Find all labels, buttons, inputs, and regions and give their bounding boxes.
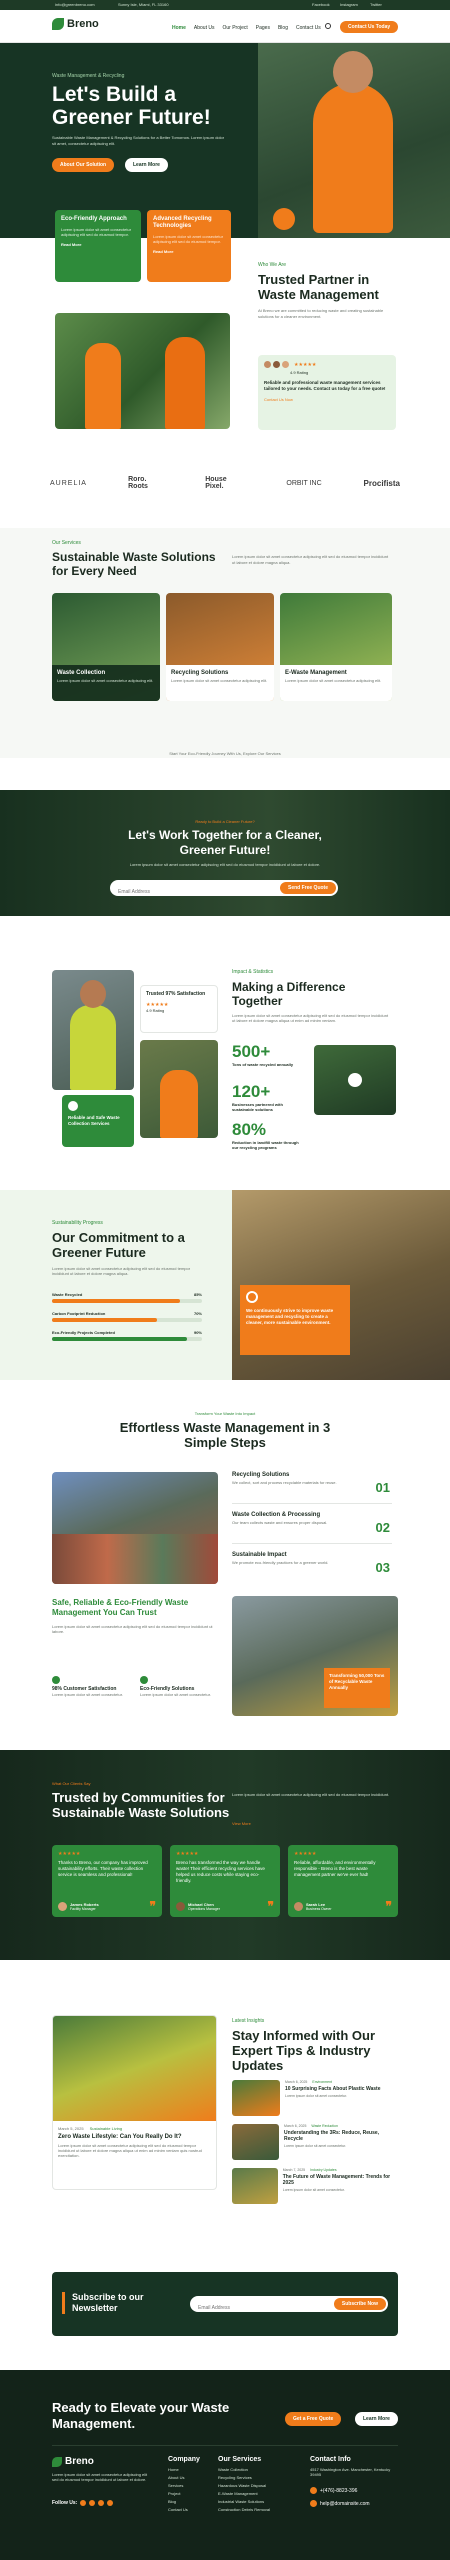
testimonial-name: Sarah Lee — [306, 1902, 326, 1907]
recycle-icon — [246, 1291, 258, 1303]
facebook-icon[interactable] — [80, 2500, 86, 2506]
nav-contact[interactable]: Contact Us — [295, 25, 321, 31]
blog-date: March 6, 2025 — [284, 2124, 307, 2128]
step-title: Waste Collection & Processing — [232, 1512, 321, 1518]
header-cta-button[interactable]: Contact Us Today — [340, 21, 398, 33]
check-title: 98% Customer Satisfaction — [52, 1686, 117, 1692]
stat-item — [232, 1082, 302, 1112]
logo-roro: Roro. Roots — [128, 476, 148, 490]
star-rating: ★★★★★ — [294, 361, 317, 368]
blog-post-desc: Lorem ipsum dolor sit amet consectetur. — [285, 2094, 348, 2098]
partner-photo — [55, 313, 230, 429]
stat-value: 80% — [232, 1120, 267, 1139]
progress-fill — [52, 1299, 180, 1303]
diff-badge — [140, 985, 218, 1033]
footer-link[interactable]: About Us — [168, 2475, 185, 2480]
footer-contact-heading: Contact Info — [310, 2456, 351, 2463]
topbar — [0, 0, 450, 10]
topbar-email[interactable]: info@greenbreno.com — [55, 2, 95, 7]
diff-video-thumb[interactable] — [314, 1045, 396, 1115]
blog-post[interactable] — [232, 2124, 397, 2160]
blog-date: March 5, 2025 — [58, 2126, 84, 2131]
step-title: Recycling Solutions — [232, 1472, 290, 1478]
feature-desc: Lorem ipsum dolor sit amet consectetur adipiscing elit sed do eiusmod tempor. — [61, 227, 132, 237]
blog-featured-desc: Lorem ipsum dolor sit amet consectetur adipiscing elit sed do eiusmod tempor incididunt ut labore et dolore magna aliqua ut enim ad minim veniam quis nostrud exercitation. — [58, 2143, 202, 2158]
footer-link[interactable]: E-Waste Management — [218, 2491, 258, 2496]
step-number: 01 — [375, 1480, 390, 1495]
quote-icon: ❞ — [267, 1899, 274, 1913]
footer-quote-button[interactable]: Get a Free Quote — [285, 2412, 341, 2426]
check-icon — [140, 1676, 148, 1684]
blog-post-title: 10 Surprising Facts About Plastic Waste — [285, 2086, 381, 2092]
footer-company-heading: Company — [168, 2456, 200, 2463]
steps-photo — [52, 1472, 218, 1584]
diff-photo-small — [140, 1040, 218, 1138]
footer-cta-title: Ready to Elevate your Waste Management. — [52, 2400, 230, 2431]
logo-aurelia: AURELIA — [50, 479, 87, 487]
service-card[interactable] — [166, 593, 274, 701]
phone-icon — [310, 2487, 317, 2494]
service-desc: Lorem ipsum dolor sit amet consectetur adipiscing elit. — [57, 678, 154, 683]
search-icon[interactable] — [325, 23, 331, 29]
instagram-icon[interactable] — [89, 2500, 95, 2506]
newsletter-title: Subscribe to our Newsletter — [72, 2292, 144, 2313]
step-title: Sustainable Impact — [232, 1552, 287, 1558]
steps-sub-desc: Lorem ipsum dolor sit amet consectetur adipiscing elit sed do eiusmod tempor incididunt ut labore. — [52, 1624, 213, 1634]
blog-title: Stay Informed with Our Expert Tips & Industry Updates — [232, 2028, 376, 2073]
quote-form — [110, 880, 338, 896]
step-number: 02 — [375, 1520, 390, 1535]
footer-link[interactable]: Hazardous Waste Disposal — [218, 2483, 267, 2488]
testimonials-section — [0, 1750, 450, 1960]
footer-link[interactable]: Contact Us — [168, 2507, 188, 2512]
step-desc: We promote eco-friendly practices for a greener world. — [232, 1560, 329, 1565]
quote-submit-button[interactable]: Send Free Quote — [280, 882, 336, 894]
commitment-overlay — [240, 1285, 350, 1355]
newsletter-submit-button[interactable]: Subscribe Now — [334, 2298, 386, 2310]
blog-thumb — [232, 2080, 280, 2116]
nav-pages[interactable]: Pages — [255, 25, 270, 31]
blog-post-title: The Future of Waste Management: Trends for 2025 — [282, 2174, 391, 2186]
testimonials-link[interactable]: View More — [232, 1821, 251, 1826]
service-card[interactable] — [280, 593, 392, 701]
feature-card-recycling — [147, 210, 231, 282]
recycle-icon — [68, 1101, 78, 1111]
progress-value: 70% — [193, 1311, 202, 1316]
solutions-kicker: Our Services — [52, 540, 81, 546]
partner-link[interactable]: Contact Us Now — [264, 397, 293, 402]
testimonial-name: James Roberts — [70, 1902, 99, 1907]
step-desc: We collect, sort and process recyclable materials for reuse. — [232, 1480, 337, 1485]
footer-brand-name: Breno — [65, 2456, 94, 2467]
nav-project[interactable]: Our Project — [222, 25, 248, 31]
avatar — [294, 1902, 303, 1911]
nav-about[interactable]: About Us — [193, 25, 215, 31]
together-title: Let's Work Together for a Cleaner, Greener Future! — [128, 828, 322, 857]
step-item — [232, 1512, 392, 1544]
testimonial-quote: Breno has transformed the way we handle waste! Their efficient recycling services have helped us reduce costs while staying eco-friendly. — [176, 1860, 265, 1883]
service-title: E-Waste Management — [285, 670, 347, 676]
footer-link[interactable]: Construction Debris Removal — [218, 2507, 271, 2512]
footer-about: Lorem ipsum dolor sit amet consectetur adipiscing elit sed do eiusmod tempor incididunt ut labore et dolore. — [52, 2472, 148, 2482]
together-section — [0, 790, 450, 916]
footer-email[interactable]: help@domainsite.com — [320, 2500, 370, 2507]
hero-kicker: Waste Management & Recycling — [52, 73, 125, 79]
stat-item — [232, 1120, 302, 1150]
testimonial-card — [170, 1845, 280, 1917]
progress-item — [52, 1311, 202, 1322]
partner-desc: At Breno we are committed to reducing waste and creating sustainable solutions for a cleaner environment. — [258, 308, 384, 319]
progress-label: Waste Recycled — [52, 1292, 83, 1297]
blog-post-desc: Lorem ipsum dolor sit amet consectetur. — [284, 2144, 347, 2148]
quote-icon: ❞ — [385, 1899, 392, 1913]
footer-follow: Follow Us: — [52, 2500, 78, 2506]
quote-email-input[interactable] — [110, 884, 240, 900]
commitment-kicker: Sustainability Progress — [52, 1220, 103, 1226]
leaf-icon — [52, 2457, 62, 2467]
newsletter-email-input[interactable] — [190, 2300, 310, 2316]
worker-head — [80, 980, 106, 1008]
footer-address: 4517 Washington Ave. Manchester, Kentucky 39495 — [310, 2467, 391, 2477]
steps-photo-2 — [232, 1596, 398, 1716]
hero-desc: Sustainable Waste Management & Recycling Solutions for a Better Tomorrow. Lorem ipsum dolor sit amet, consectetur adipiscing elit. — [52, 135, 225, 146]
together-desc: Lorem ipsum dolor sit amet consectetur adipiscing elit sed do eiusmod tempor incididunt ut labore et dolore. — [129, 862, 321, 867]
testimonial-card — [52, 1845, 162, 1917]
blog-featured-title: Zero Waste Lifestyle: Can You Really Do It? — [58, 2134, 182, 2140]
footer-services — [218, 2456, 308, 2515]
step-desc: Our team collects waste and ensures proper disposal. — [232, 1520, 328, 1525]
blog-tag: Sustainable Living — [89, 2126, 123, 2131]
feature-card-eco — [55, 210, 141, 282]
logo-procifista: Procifista — [363, 478, 400, 488]
logo-orbit: ORBIT INC — [286, 479, 322, 487]
linkedin-icon[interactable] — [107, 2500, 113, 2506]
diff-title: Making a Difference Together — [232, 980, 346, 1008]
check-icon — [52, 1676, 60, 1684]
footer-contact — [310, 2456, 400, 2507]
footer-link[interactable]: Project — [168, 2491, 181, 2496]
diff-desc: Lorem ipsum dolor sit amet consectetur adipiscing elit sed do eiusmod tempor incididunt ut labore et dolore magna aliqua ut enim ad minim veniam. — [232, 1013, 389, 1023]
blog-featured-card[interactable] — [52, 2015, 217, 2190]
worker-head — [333, 51, 373, 93]
progress-value: 85% — [193, 1292, 202, 1297]
topbar-facebook[interactable]: Facebook — [312, 2, 330, 7]
blog-post[interactable] — [232, 2080, 397, 2116]
solutions-section — [0, 528, 450, 758]
stat-label: Tons of waste recycled annually — [232, 1062, 294, 1067]
topbar-twitter[interactable]: Twitter — [370, 2, 382, 7]
testimonial-name: Michael Chen — [188, 1902, 214, 1907]
partner-card — [258, 355, 396, 430]
stat-value: 500+ — [232, 1042, 271, 1061]
testimonials-kicker: What Our Clients Say — [52, 1781, 91, 1786]
blog-tag: Environment — [312, 2080, 333, 2084]
footer-brand[interactable] — [52, 2456, 94, 2467]
progress-label: Eco-Friendly Projects Completed — [52, 1330, 115, 1335]
feature-title: Advanced Recycling Technologies — [153, 216, 212, 229]
quote-icon: ❞ — [149, 1899, 156, 1913]
play-icon[interactable] — [348, 1073, 362, 1087]
blog-tag: Industry Updates — [310, 2168, 337, 2172]
commitment-title: Our Commitment to a Greener Future — [52, 1230, 185, 1260]
brand-logo[interactable] — [52, 18, 99, 30]
testimonial-role: Facility Manager — [70, 1907, 96, 1911]
diff-photo-main — [52, 970, 134, 1090]
progress-label: Carbon Footprint Reduction — [52, 1311, 106, 1316]
avatar — [282, 361, 289, 368]
steps-kicker: Transform Your Waste Into Impact — [194, 1411, 256, 1416]
nav-home[interactable]: Home — [172, 25, 186, 31]
footer-phone[interactable]: +(476)-8823-396 — [320, 2487, 358, 2494]
service-title: Recycling Solutions — [171, 670, 229, 676]
leaf-icon — [52, 18, 64, 30]
check-title: Eco-Friendly Solutions — [140, 1686, 195, 1692]
diff-side-card — [62, 1095, 134, 1147]
diff-badge-title: Trusted 97% Satisfaction — [146, 991, 206, 997]
worker-figure — [160, 1070, 198, 1138]
blog-thumb — [232, 2168, 278, 2204]
partner-rating: 4.9 Rating — [290, 370, 309, 375]
footer-learn-button[interactable]: Learn More — [355, 2412, 398, 2426]
commitment-desc: Lorem ipsum dolor sit amet consectetur adipiscing elit sed do eiusmod tempor incididunt ut labore et dolore magna aliqua. — [52, 1266, 191, 1276]
service-desc: Lorem ipsum dolor sit amet consectetur adipiscing elit. — [171, 678, 268, 683]
testimonials-desc: Lorem ipsum dolor sit amet consectetur adipiscing elit sed do eiusmod tempor incididunt. — [232, 1792, 390, 1797]
hero-about-button[interactable]: About Our Solution — [52, 158, 114, 172]
footer-link[interactable]: Industrial Waste Solutions — [218, 2499, 265, 2504]
check-item — [52, 1676, 130, 1697]
step-item — [232, 1552, 392, 1584]
testimonial-role: Operations Manager — [188, 1907, 220, 1911]
feature-title: Eco-Friendly Approach — [61, 216, 127, 222]
service-card[interactable] — [52, 593, 160, 701]
hero — [0, 43, 450, 238]
footer-link[interactable]: Services — [168, 2483, 184, 2488]
blog-post-title: Understanding the 3Rs: Reduce, Reuse, Recycle — [284, 2130, 380, 2142]
blog-featured-image — [53, 2016, 217, 2121]
commitment-section — [0, 1190, 450, 1380]
worker-figure — [313, 83, 393, 233]
footer-services-heading: Our Services — [218, 2456, 262, 2463]
header — [0, 10, 450, 43]
twitter-icon[interactable] — [98, 2500, 104, 2506]
topbar-address: Sunny Isle, Miami, FL 33160 — [118, 2, 169, 7]
stat-value: 120+ — [232, 1082, 271, 1101]
main-nav — [172, 25, 321, 31]
partner-card-text: Reliable and professional waste management services tailored to your needs. Contact us today for a free quote! — [264, 380, 386, 391]
solutions-title: Sustainable Waste Solutions for Every Need — [52, 550, 216, 578]
topbar-instagram[interactable]: Instagram — [340, 2, 358, 7]
newsletter-box — [52, 2272, 398, 2336]
newsletter-form — [190, 2296, 388, 2312]
partner-title: Trusted Partner in Waste Management — [258, 272, 379, 302]
blog-thumb — [232, 2124, 279, 2160]
logo-strip — [50, 476, 400, 490]
feature-desc: Lorem ipsum dolor sit amet consectetur adipiscing elit sed do eiusmod tempor. — [153, 234, 224, 244]
solutions-footnote[interactable]: Start Your Eco-Friendly Journey With Us, Explore Our Services — [169, 751, 281, 756]
progress-item — [52, 1330, 202, 1341]
blog-date: March 6, 2025 — [285, 2080, 308, 2084]
progress-value: 90% — [193, 1330, 202, 1335]
testimonial-card — [288, 1845, 398, 1917]
worker-figure — [165, 337, 205, 429]
steps-overlay-text: Transforming 50,000 Tons of Recyclable Waste Annually — [329, 1673, 385, 1690]
step-item — [232, 1472, 392, 1504]
star-rating: ★★★★★ — [176, 1851, 199, 1857]
avatar — [58, 1902, 67, 1911]
avatar — [176, 1902, 185, 1911]
stat-item — [232, 1042, 302, 1067]
footer-divider — [52, 2445, 398, 2446]
star-rating: ★★★★★ — [58, 1851, 81, 1857]
blog-post-desc: Lorem ipsum dolor sit amet consectetur. — [282, 2188, 345, 2192]
progress-block — [52, 1292, 202, 1341]
service-title: Waste Collection — [57, 670, 106, 676]
testimonial-quote: Reliable, affordable, and environmentally responsible - Breno is the best waste management partner we've ever had! — [294, 1860, 376, 1877]
diff-kicker: Impact & Statistics — [232, 969, 274, 975]
hero-learn-button[interactable]: Learn More — [125, 158, 168, 172]
step-number: 03 — [375, 1560, 390, 1575]
steps-sub-title: Safe, Reliable & Eco-Friendly Waste Management You Can Trust — [52, 1598, 189, 1617]
footer-link[interactable]: Blog — [168, 2499, 177, 2504]
diff-badge-rating: 4.9 Rating — [146, 1008, 165, 1013]
play-icon[interactable] — [273, 208, 295, 230]
steps-title: Effortless Waste Management in 3 Simple Steps — [119, 1420, 331, 1450]
worker-figure — [70, 1005, 116, 1090]
blog-tag: Waste Reduction — [311, 2124, 338, 2128]
blog-post[interactable] — [232, 2168, 397, 2204]
footer-link[interactable]: Waste Collection — [218, 2467, 248, 2472]
nav-blog[interactable]: Blog — [277, 25, 288, 31]
diff-side-text: Reliable and Safe Waste Collection Services — [68, 1115, 120, 1126]
stat-label: Reduction in landfill waste through our recycling programs — [232, 1140, 299, 1150]
logo-house-pixel: House Pixel. — [205, 476, 227, 490]
partner-kicker: Who We Are — [258, 262, 286, 268]
star-rating: ★★★★★ — [146, 1002, 169, 1008]
hero-title: Let's Build a Greener Future! — [52, 83, 211, 129]
brand-name: Breno — [67, 18, 99, 30]
footer-link[interactable]: Recycling Services — [218, 2475, 252, 2480]
feature-link[interactable]: Read More — [61, 242, 82, 247]
testimonial-quote: Thanks to Breno, our company has improved sustainability efforts. Their waste collection service is seamless and professional! — [58, 1860, 148, 1877]
hero-photo — [258, 43, 450, 238]
testimonial-role: Business Owner — [306, 1907, 332, 1911]
newsletter-bar — [62, 2292, 65, 2314]
star-rating: ★★★★★ — [294, 1851, 317, 1857]
footer-link[interactable]: Home — [168, 2467, 179, 2472]
check-desc: Lorem ipsum dolor sit amet consectetur. — [52, 1692, 123, 1697]
avatar — [273, 361, 280, 368]
avatar — [264, 361, 271, 368]
progress-fill — [52, 1318, 157, 1322]
together-kicker: Ready to Build a Cleaner Future? — [195, 819, 255, 824]
feature-link[interactable]: Read More — [153, 249, 174, 254]
testimonials-title: Trusted by Communities for Sustainable Waste Solutions — [52, 1790, 230, 1820]
blog-date: March 7, 2025 — [282, 2168, 306, 2172]
landfill-pile — [52, 1534, 218, 1584]
email-icon — [310, 2500, 317, 2507]
commitment-photo — [232, 1190, 450, 1380]
check-desc: Lorem ipsum dolor sit amet consectetur. — [140, 1692, 211, 1697]
check-item — [140, 1676, 218, 1697]
solutions-desc: Lorem ipsum dolor sit amet consectetur adipiscing elit sed do eiusmod tempor incididunt ut labore et dolore magna aliqua. — [232, 554, 389, 565]
progress-item — [52, 1292, 202, 1303]
progress-fill — [52, 1337, 187, 1341]
footer — [0, 2370, 450, 2560]
worker-figure — [85, 343, 121, 429]
blog-kicker: Latest Insights — [232, 2018, 265, 2024]
service-desc: Lorem ipsum dolor sit amet consectetur adipiscing elit. — [285, 678, 382, 683]
commitment-overlay-text: We continuously strive to improve waste management and recycling to create a cleaner, more sustainable environment. — [246, 1308, 334, 1325]
steps-overlay — [324, 1668, 390, 1708]
stat-label: Businesses partnered with sustainable solutions — [232, 1102, 283, 1112]
